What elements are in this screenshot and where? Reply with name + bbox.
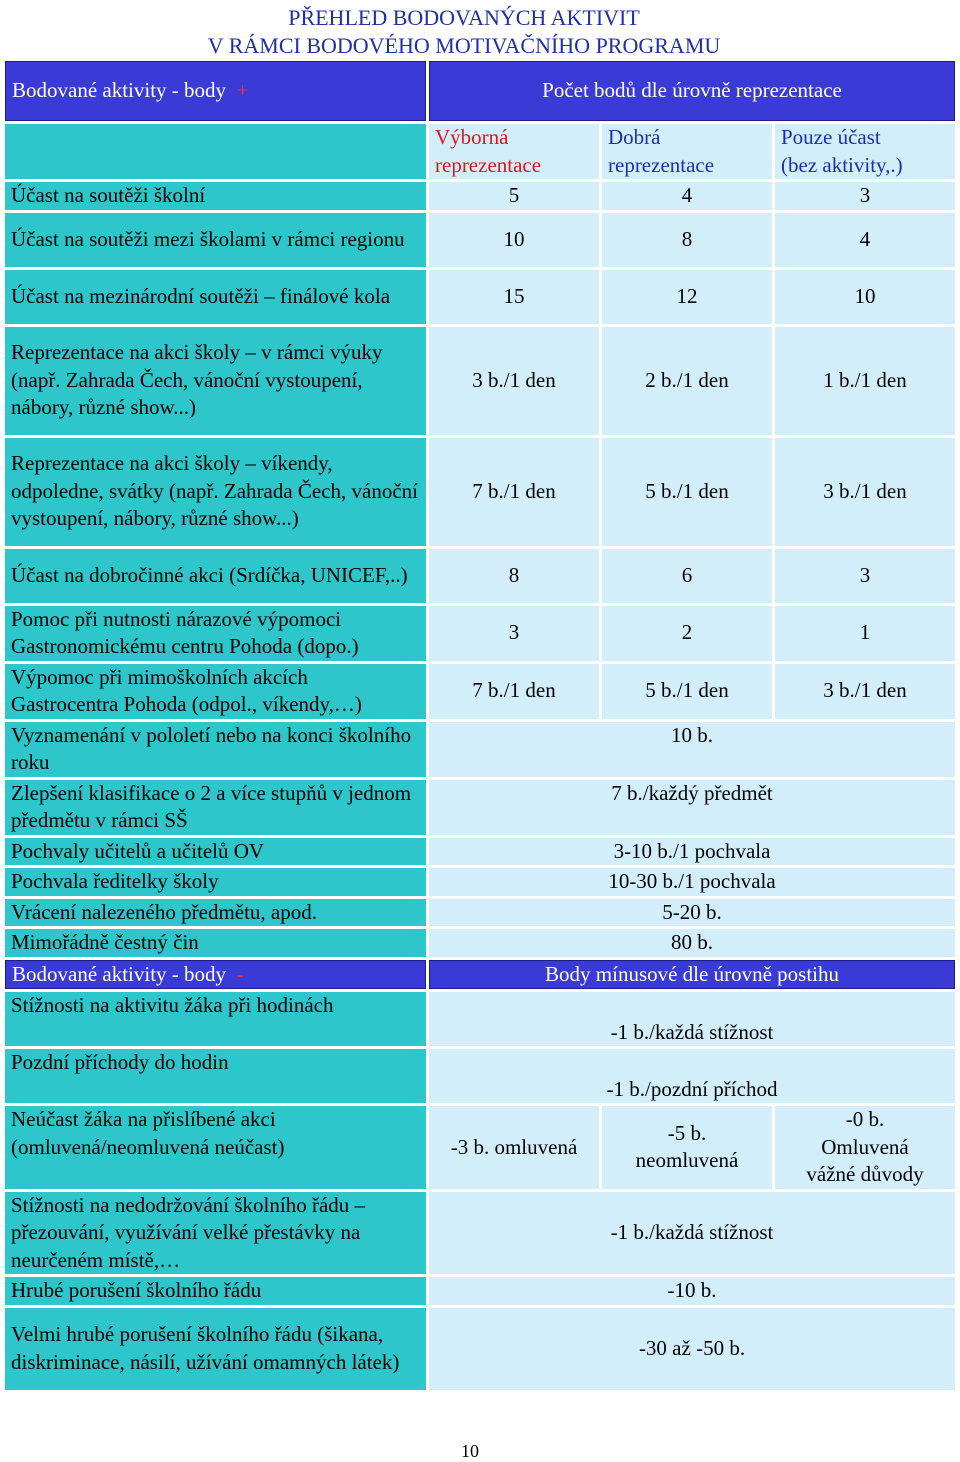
row-label: Stížnosti na nedodržování školního řádu – přezouvání, využívání velké přestávky na neurčeném místě,… <box>5 1192 426 1275</box>
table-row <box>5 606 955 661</box>
table-row <box>5 270 955 324</box>
column-header-participation: Pouze účast (bez aktivity,.) <box>775 124 955 179</box>
table-row <box>5 182 955 210</box>
row-label: Pochvaly učitelů a učitelů OV <box>5 838 426 866</box>
column-header-excellent: Výborná reprezentace <box>429 124 599 179</box>
row-label: Pochvala ředitelky školy <box>5 868 426 896</box>
table-row <box>5 1277 955 1305</box>
table-row <box>5 327 955 435</box>
cell-excellent: 15 <box>429 270 599 324</box>
row-label: Pozdní příchody do hodin <box>5 1049 426 1103</box>
table-row <box>5 868 955 896</box>
cell-merged-value: 3-10 b./1 pochvala <box>429 838 955 866</box>
cell-merged-value: -1 b./každá stížnost <box>429 992 955 1046</box>
row-label: Zlepšení klasifikace o 2 a více stupňů v jednom předmětu v rámci SŠ <box>5 780 426 835</box>
row-label: Stížnosti na aktivitu žáka při hodinách <box>5 992 426 1046</box>
row-label: Vyznamenání v pololetí nebo na konci školního roku <box>5 722 426 777</box>
cell-merged-value: 10-30 b./1 pochvala <box>429 868 955 896</box>
table-row <box>5 838 955 866</box>
document-title-line2: V RÁMCI BODOVÉHO MOTIVAČNÍHO PROGRAMU <box>207 33 721 58</box>
cell-excellent: 8 <box>429 549 599 603</box>
cell-excellent: 5 <box>429 182 599 210</box>
row-label: Účast na soutěži mezi školami v rámci regionu <box>5 213 426 267</box>
cell-participation: 3 <box>775 549 955 603</box>
cell-merged-value: -30 až -50 b. <box>429 1308 955 1390</box>
cell-merged-value: 10 b. <box>429 722 955 777</box>
cell-good: 2 <box>602 606 772 661</box>
cell-merged-value: -10 b. <box>429 1277 955 1305</box>
column-header-blank <box>5 124 426 179</box>
minus-header-row <box>5 960 955 990</box>
cell-participation: 3 <box>775 182 955 210</box>
row-label: Reprezentace na akci školy – víkendy, odpoledne, svátky (např. Zahrada Čech, vánoční vystoupení, nábory, různé show...) <box>5 438 426 546</box>
row-label: Neúčast žáka na přislíbené akci (omluvená/neomluvená neúčast) <box>5 1106 426 1189</box>
minus-sign: - <box>236 961 244 986</box>
page-number: 10 <box>461 1441 479 1461</box>
table-row <box>5 1049 955 1103</box>
row-label: Výpomoc při mimoškolních akcích Gastrocentra Pohoda (odpol., víkendy,…) <box>5 664 426 719</box>
row-label: Vrácení nalezeného předmětu, apod. <box>5 899 426 927</box>
row-label: Hrubé porušení školního řádu <box>5 1277 426 1305</box>
cell-good: 5 b./1 den <box>602 438 772 546</box>
cell-unexcused: -5 b. neomluvená <box>602 1106 772 1189</box>
cell-excellent: 10 <box>429 213 599 267</box>
table-row <box>5 549 955 603</box>
cell-participation: 3 b./1 den <box>775 438 955 546</box>
plus-header-label: Bodované aktivity - body + <box>5 61 426 121</box>
cell-excused: -3 b. omluvená <box>429 1106 599 1189</box>
cell-participation: 3 b./1 den <box>775 664 955 719</box>
cell-merged-value: 7 b./každý předmět <box>429 780 955 835</box>
cell-merged-value: -1 b./každá stížnost <box>429 1192 955 1275</box>
cell-participation: 1 <box>775 606 955 661</box>
minus-header-label: Bodované aktivity - body - <box>5 960 426 990</box>
table-row <box>5 213 955 267</box>
column-header-good: Dobrá reprezentace <box>602 124 772 179</box>
table-row <box>5 438 955 546</box>
cell-participation: 1 b./1 den <box>775 327 955 435</box>
table-row <box>5 664 955 719</box>
cell-excellent: 7 b./1 den <box>429 664 599 719</box>
cell-participation: 10 <box>775 270 955 324</box>
table-row <box>5 1106 955 1189</box>
cell-merged-value: 5-20 b. <box>429 899 955 927</box>
row-label: Mimořádně čestný čin <box>5 929 426 957</box>
cell-merged-value: 80 b. <box>429 929 955 957</box>
activities-table <box>2 58 958 1393</box>
column-header-row <box>5 124 955 179</box>
row-label: Pomoc při nutnosti nárazové výpomoci Gastronomickému centru Pohoda (dopo.) <box>5 606 426 661</box>
table-row <box>5 1308 955 1390</box>
cell-good: 6 <box>602 549 772 603</box>
cell-excellent: 3 <box>429 606 599 661</box>
cell-good: 8 <box>602 213 772 267</box>
table-row <box>5 1192 955 1275</box>
cell-good: 12 <box>602 270 772 324</box>
cell-merged-value: -1 b./pozdní příchod <box>429 1049 955 1103</box>
document-title-line1: PŘEHLED BODOVANÝCH AKTIVIT <box>288 5 640 30</box>
table-row <box>5 992 955 1046</box>
plus-header-right: Počet bodů dle úrovně reprezentace <box>429 61 955 121</box>
cell-good: 2 b./1 den <box>602 327 772 435</box>
table-row <box>5 899 955 927</box>
table-row <box>5 780 955 835</box>
cell-serious-reasons: -0 b. Omluvená vážné důvody <box>775 1106 955 1189</box>
cell-excellent: 7 b./1 den <box>429 438 599 546</box>
plus-header-row <box>5 61 955 121</box>
plus-sign: + <box>236 78 249 103</box>
row-label: Velmi hrubé porušení školního řádu (šikana, diskriminace, násilí, užívání omamných látek) <box>5 1308 426 1390</box>
table-row <box>5 929 955 957</box>
row-label: Reprezentace na akci školy – v rámci výuky (např. Zahrada Čech, vánoční vystoupení, nábory, různé show...) <box>5 327 426 435</box>
cell-excellent: 3 b./1 den <box>429 327 599 435</box>
row-label: Účast na soutěži školní <box>5 182 426 210</box>
cell-good: 5 b./1 den <box>602 664 772 719</box>
table-row <box>5 722 955 777</box>
row-label: Účast na dobročinné akci (Srdíčka, UNICEF,..) <box>5 549 426 603</box>
minus-header-right: Body mínusové dle úrovně postihu <box>429 960 955 990</box>
cell-good: 4 <box>602 182 772 210</box>
row-label: Účast na mezinárodní soutěži – finálové kola <box>5 270 426 324</box>
cell-participation: 4 <box>775 213 955 267</box>
